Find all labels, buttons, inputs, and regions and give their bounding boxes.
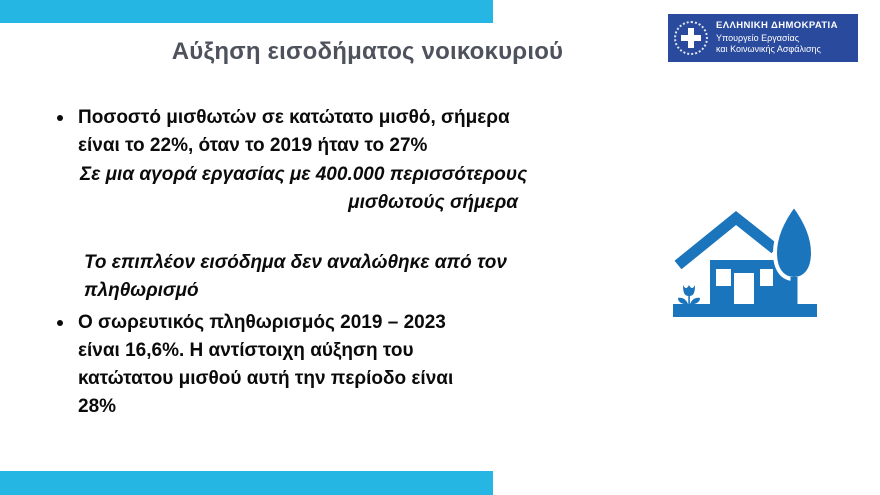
house-window-right	[760, 269, 773, 286]
note-labour-market	[80, 161, 528, 217]
note2-line2: πληθωρισμό	[84, 280, 199, 301]
house-door	[734, 273, 754, 304]
gov-logo-text	[716, 20, 838, 55]
house-window-left	[716, 269, 731, 286]
flower-stem	[688, 295, 690, 304]
bullet1-line2: είναι το 22%, όταν το 2019 ήταν το 27%	[78, 135, 428, 156]
bullet2-line2: είναι 16,6%. Η αντίστοιχη αύξηση του	[78, 340, 414, 361]
greek-emblem-icon	[674, 21, 708, 55]
ground-bar	[673, 304, 817, 317]
tree-canopy	[775, 205, 813, 279]
gov-logo	[668, 14, 858, 62]
bullet-item-wages-share	[57, 104, 510, 160]
cross-icon	[681, 35, 701, 41]
flower-head	[683, 285, 695, 296]
gov-logo-line1: ΕΛΛΗΝΙΚΗ ΔΗΜΟΚΡΑΤΙΑ	[716, 20, 838, 32]
bullet2-line4: 28%	[78, 396, 117, 417]
house-icon	[672, 203, 818, 318]
flower-leaf-right	[690, 298, 700, 304]
flower-leaf-left	[678, 298, 688, 304]
note2-line1: Το επιπλέον εισόδημα δεν αναλώθηκε από τον	[84, 252, 507, 273]
bullet1-line1: Ποσοστό μισθωτών σε κατώτατο μισθό, σήμερα	[78, 107, 510, 128]
tree-trunk	[791, 277, 798, 305]
slide-title: Αύξηση εισοδήματος νοικοκυριού	[171, 38, 564, 65]
gov-logo-line3: και Κοινωνικής Ασφάλισης	[716, 44, 821, 55]
note1-line2: μισθωτούς σήμερα	[348, 192, 518, 213]
bottom-accent-bar	[0, 471, 493, 495]
note1-line1: Σε μια αγορά εργασίας με 400.000 περισσότερους	[80, 164, 528, 185]
house-roof	[678, 218, 775, 265]
note-extra-income	[84, 249, 507, 305]
bullet-item-inflation	[57, 309, 453, 421]
top-accent-bar	[0, 0, 493, 23]
gov-logo-line2: Υπουργείο Εργασίας	[716, 32, 800, 43]
bullet2-line1: Ο σωρευτικός πληθωρισμός 2019 – 2023	[78, 312, 446, 333]
bullet2-line3: κατώτατου μισθού αυτή την περίοδο είναι	[78, 368, 454, 389]
